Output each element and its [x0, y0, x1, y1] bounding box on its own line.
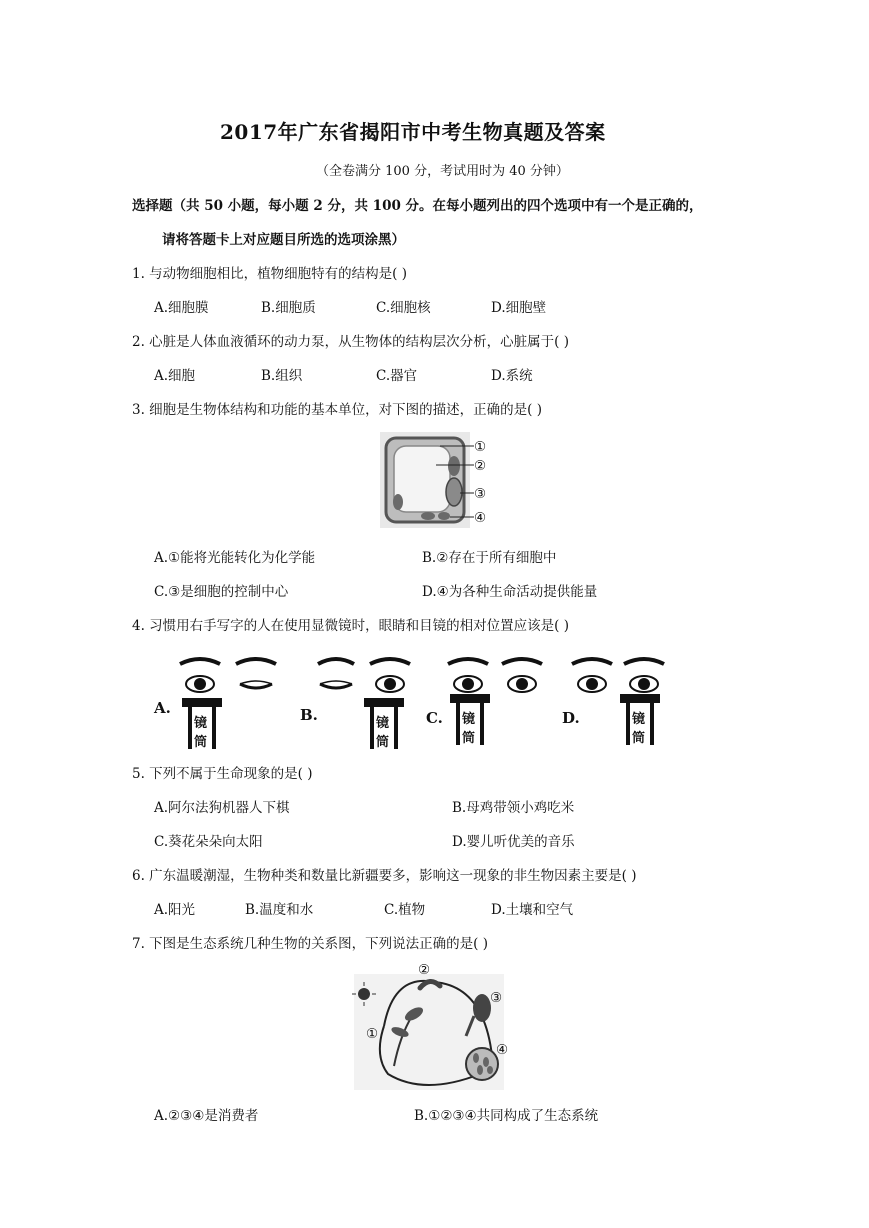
q4-option-c: C.: [426, 709, 443, 727]
q4-tube-b-char1: 镜: [376, 716, 390, 731]
q5-option-a: A.阿尔法狗机器人下棋: [154, 800, 290, 816]
question-1-stem: 1. 与动物细胞相比，植物细胞特有的结构是( ): [132, 266, 407, 282]
q4-tube-b-char2: 筒: [376, 735, 390, 750]
q6-option-a: A.阳光: [154, 902, 196, 918]
q3-option-c: C.③是细胞的控制中心: [154, 584, 289, 600]
q4-option-a: A.: [154, 699, 171, 717]
q2-option-d: D.系统: [491, 368, 533, 384]
question-4-stem: 4. 习惯用右手写字的人在使用显微镜时，眼睛和目镜的相对位置应该是( ): [132, 618, 569, 634]
q4-option-d: D.: [562, 709, 580, 727]
cell-label-1: ①: [474, 439, 487, 455]
question-2-stem: 2. 心脏是人体血液循环的动力泵，从生物体的结构层次分析，心脏属于( ): [132, 334, 569, 350]
q3-option-d: D.④为各种生命活动提供能量: [422, 584, 598, 600]
q4-tube-a-char2: 筒: [194, 735, 208, 750]
page-title: 2017年广东省揭阳市中考生物真题及答案: [220, 120, 606, 144]
q1-option-b: B.细胞质: [261, 300, 316, 316]
q3-option-b: B.②存在于所有细胞中: [422, 550, 557, 566]
q4-tube-d-char2: 筒: [632, 731, 646, 746]
q5-option-d: D.婴儿听优美的音乐: [452, 834, 575, 850]
q2-option-c: C.器官: [376, 368, 418, 384]
q6-option-d: D.土壤和空气: [491, 902, 574, 918]
q2-option-a: A.细胞: [154, 368, 196, 384]
q2-option-b: B.组织: [261, 368, 303, 384]
q7-option-a: A.②③④是消费者: [154, 1108, 259, 1124]
q5-option-b: B.母鸡带领小鸡吃米: [452, 800, 575, 816]
exam-info: （全卷满分 100 分，考试用时为 40 分钟）: [316, 164, 569, 179]
q6-option-b: B.温度和水: [245, 902, 314, 918]
q3-option-a: A.①能将光能转化为化学能: [154, 550, 316, 566]
question-3-stem: 3. 细胞是生物体结构和功能的基本单位，对下图的描述，正确的是( ): [132, 402, 542, 418]
q4-option-b: B.: [300, 706, 318, 724]
cell-label-3: ③: [474, 486, 487, 502]
section-instruction-line1: 选择题（共 50 小题，每小题 2 分，共 100 分。在每小题列出的四个选项中有一个是正确的，: [132, 198, 703, 214]
q4-tube-c-char2: 筒: [462, 731, 476, 746]
eco-label-3: ③: [490, 990, 503, 1006]
question-5-stem: 5. 下列不属于生命现象的是( ): [132, 766, 313, 782]
question-6-stem: 6. 广东温暖潮湿，生物种类和数量比新疆要多，影响这一现象的非生物因素主要是( ): [132, 868, 637, 884]
eco-label-4: ④: [496, 1042, 509, 1058]
q4-tube-a-char1: 镜: [194, 716, 208, 731]
cell-label-4: ④: [474, 510, 487, 526]
eco-label-2: ②: [418, 962, 431, 978]
q1-option-c: C.细胞核: [376, 300, 431, 316]
q1-option-a: A.细胞膜: [154, 300, 209, 316]
cell-label-2: ②: [474, 458, 487, 474]
q4-eyes-a: [178, 656, 288, 700]
q4-tube-c-char1: 镜: [462, 712, 476, 727]
q4-eyes-b: [312, 656, 422, 700]
q4-tube-d-char1: 镜: [632, 712, 646, 727]
question-7-stem: 7. 下图是生态系统几种生物的关系图，下列说法正确的是( ): [132, 936, 488, 952]
q7-option-b: B.①②③④共同构成了生态系统: [414, 1108, 599, 1124]
q1-option-d: D.细胞壁: [491, 300, 547, 316]
section-instruction-line2: 请将答题卡上对应题目所选的选项涂黑）: [162, 232, 405, 248]
eco-label-1: ①: [366, 1026, 379, 1042]
q5-option-c: C.葵花朵朵向太阳: [154, 834, 263, 850]
q6-option-c: C.植物: [384, 902, 426, 918]
